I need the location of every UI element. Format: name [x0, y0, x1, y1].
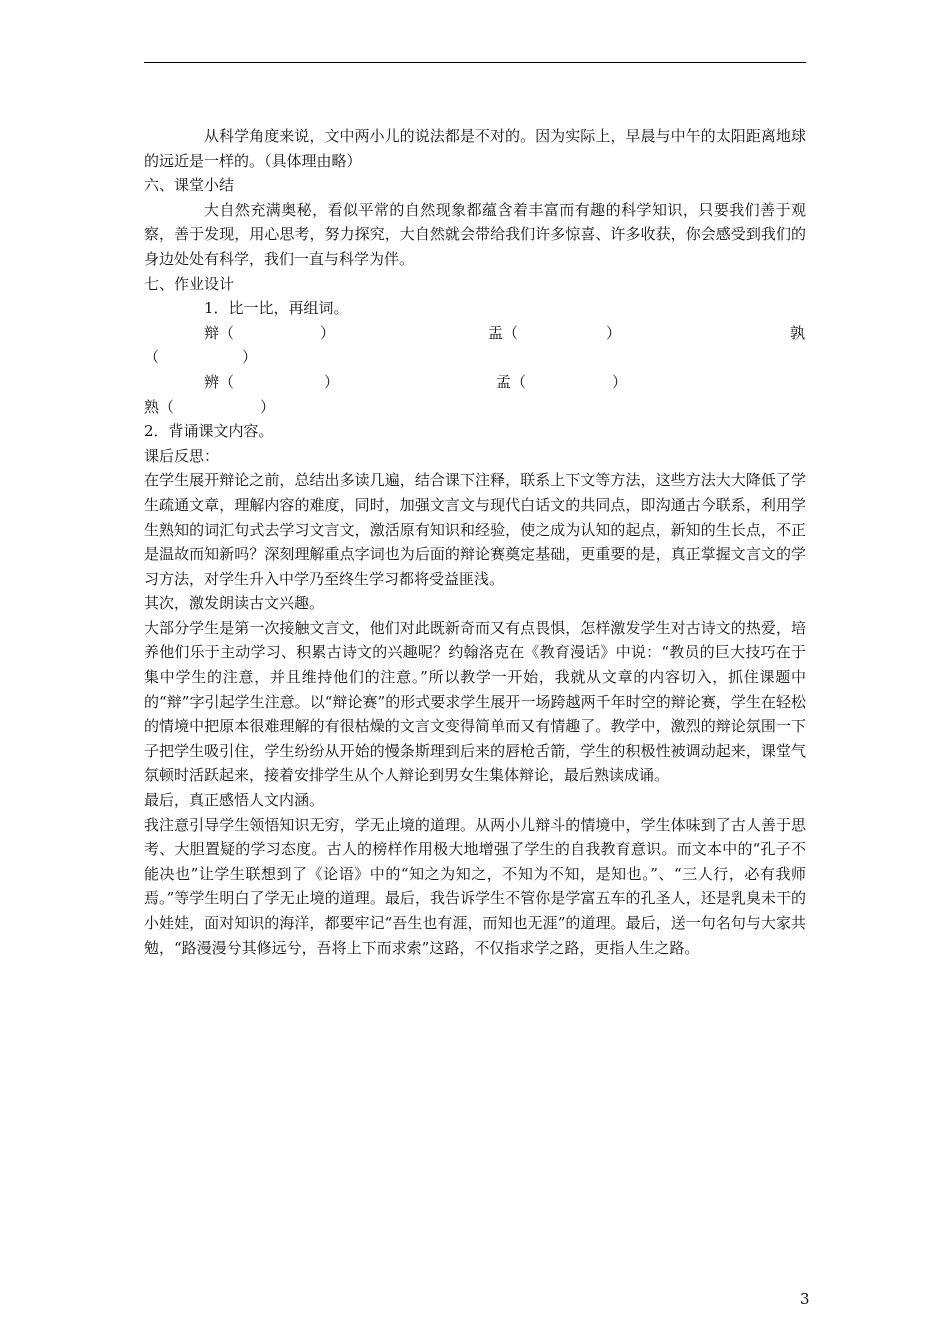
word-shu: 孰: [790, 323, 806, 342]
page-number: 3: [800, 1290, 810, 1308]
paren-close: ）: [260, 397, 276, 416]
reflection-heading-3: 最后，真正感悟人文内涵。: [144, 791, 325, 810]
science-paragraph: 从科学角度来说，文中两小儿的说法都是不对的。因为实际上，早晨与中午的太阳距离地球的远近是一样的。（具体理由略）: [144, 127, 806, 170]
homework-row-1b: [144, 345, 806, 370]
reflection-paragraph-3: 我注意引导学生领悟知识无穷，学无止境的道理。从两小儿辩斗的情境中，学生体味到了古人善于思考、大胆置疑的学习态度。古人的榜样作用极大地增强了学生的自我教育意识。而文本中的“孔子不能决也”让学生联想到了《论语》中的“知之为知之，不知为不知，是知也。”、“三人行，必有我师焉。”等学生明白了学无止境的道理。最后，我告诉学生不管你是学富五车的孔圣人，还是乳臭未干的小娃娃，面对知识的海洋，都要牢记“吾生也有涯，而知也无涯”的道理。最后，送一句名句与大家共勉，“路漫漫兮其修远兮，吾将上下而求索”这路，不仅指求学之路，更指人生之路。: [144, 815, 806, 957]
homework-row-2: [144, 370, 806, 395]
reflection-paragraph-2: 大部分学生是第一次接触文言文，他们对此既新奇而又有点畏惧，怎样激发学生对古诗文的热爱，培养他们乐于主动学习、积累古诗文的兴趣呢？约翰洛克在《教育漫话》中说：“教员的巨大技巧在于集中学生的注意，并且维持他们的注意。”所以教学一开始，我就从文章的内容切入，抓住课题中的“辩”字引起学生注意。以“辩论赛”的形式要求学生展开一场跨越两千年时空的辩论赛，学生在轻松的情境中把原本很难理解的有很枯燥的文言文变得简单而又有情趣了。教学中，激烈的辩论氛围一下子把学生吸引住，学生纷纷从开始的慢条斯理到后来的唇枪舌箭，学生的积极性被调动起来，课堂气氛顿时活跃起来，接着安排学生从个人辩论到男女生集体辩论，最后熟读成诵。: [144, 618, 806, 785]
homework-q1: 1．比一比，再组词。: [204, 299, 349, 318]
section6-heading: 六、课堂小结: [144, 176, 235, 195]
document-body: [144, 124, 806, 960]
reflection-heading-2: 其次，激发朗读古文兴趣。: [144, 594, 325, 613]
word-bian1: 辩（: [204, 323, 235, 342]
paren-close: ）: [606, 323, 622, 342]
homework-q2: 2．背诵课文内容。: [144, 422, 274, 441]
homework-row-1: [144, 321, 806, 346]
reflection-paragraph-1: 在学生展开辩论之前，总结出多读几遍，结合课下注释，联系上下文等方法，这些方法大大降低了学生疏通文章，理解内容的难度，同时，加强文言文与现代白话文的共同点，即沟通古今联系，利用学生熟知的词汇句式去学习文言文，激活原有知识和经验，使之成为认知的起点，新知的生长点，不正是温故而知新吗？深刻理解重点字词也为后面的辩论赛奠定基础，更重要的是，真正掌握文言文的学习方法，对学生升入中学乃至终生学习都将受益匪浅。: [144, 471, 806, 588]
paren-close: ）: [612, 372, 628, 391]
word-yu: 盂（: [488, 323, 519, 342]
paren-close: ）: [242, 348, 258, 367]
header-rule: [144, 62, 806, 63]
section6-text: 大自然充满奥秘，看似平常的自然现象都蕴含着丰富而有趣的科学知识，只要我们善于观察，善于发现，用心思考，努力探究，大自然就会带给我们许多惊喜、许多收获，你会感受到我们的身边处处有科学，我们一直与科学为伴。: [144, 200, 806, 268]
paren-open: （: [144, 348, 160, 367]
reflection-heading: 课后反思：: [144, 446, 220, 465]
paren-close: ）: [320, 323, 336, 342]
homework-row-2b: [144, 395, 806, 420]
paren-close: ）: [324, 372, 340, 391]
word-meng: 孟（: [496, 372, 527, 391]
word-bian2: 辨（: [204, 372, 235, 391]
section7-heading: 七、作业设计: [144, 274, 235, 293]
word-shu2: 熟（: [144, 397, 175, 416]
